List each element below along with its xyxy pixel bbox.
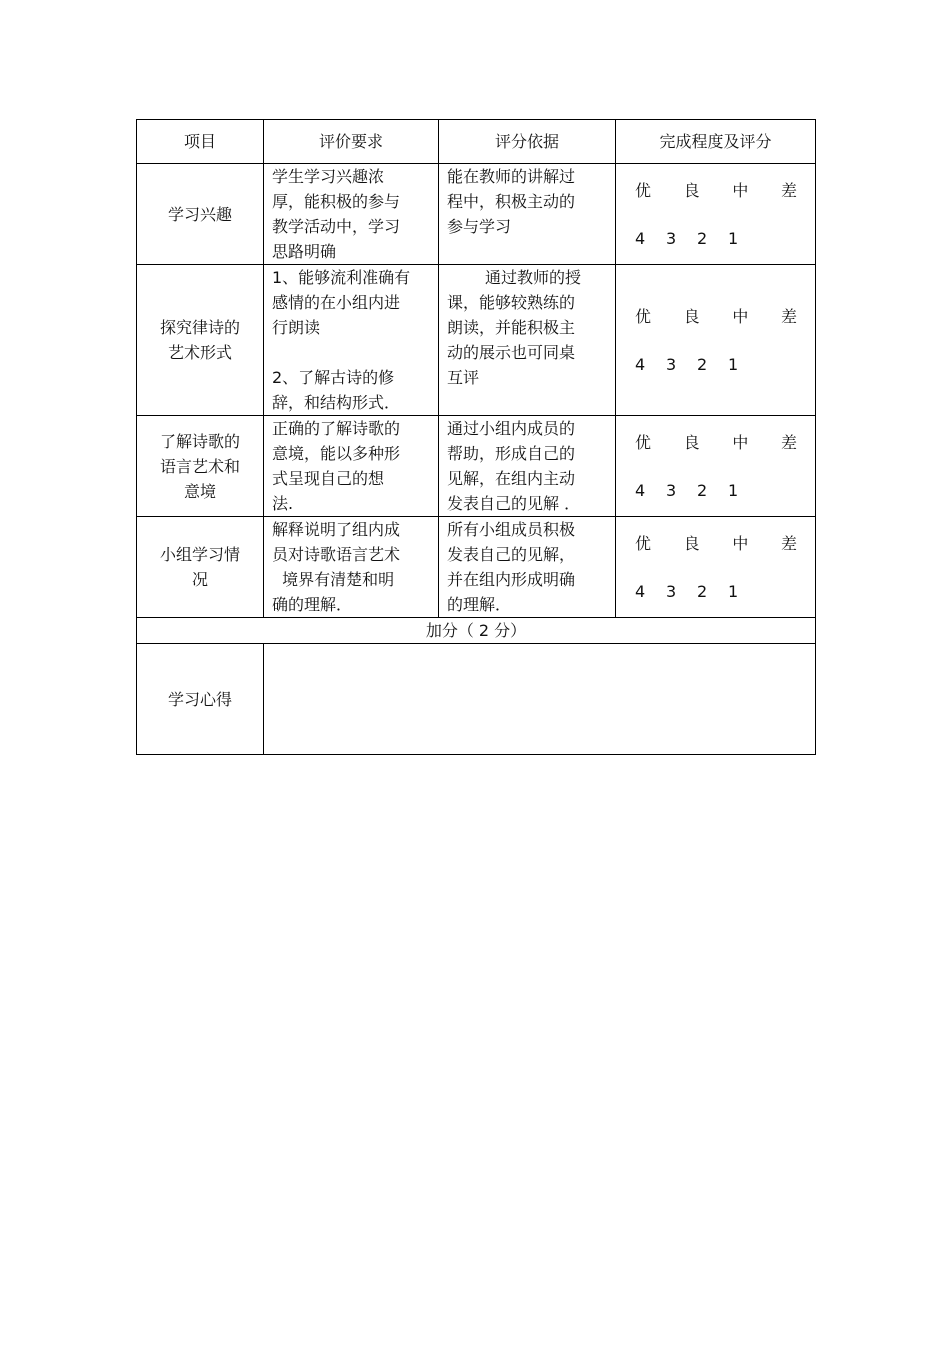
basis-line: 参与学习 (447, 217, 512, 236)
point-3: 3 (666, 228, 677, 248)
requirement-cell (264, 517, 439, 618)
requirement-line: 意境，能以多种形 (272, 444, 401, 463)
requirement-line: 确的理解． (272, 595, 353, 614)
requirement-line: 员对诗歌语言艺术 (272, 545, 401, 564)
requirement-cell (264, 265, 439, 416)
item-label-line: 语言艺术和 (159, 456, 240, 476)
requirement-line: 辞，和结构形式． (272, 393, 401, 412)
item-label-line: 探究律诗的 (159, 318, 240, 337)
table-row (137, 164, 816, 265)
point-2: 2 (697, 581, 708, 601)
basis-line: 帮助，形成自己的 (447, 444, 576, 463)
item-label-line: 意境 (183, 481, 216, 501)
basis-line: 并在组内形成明确 (447, 570, 576, 589)
score-cell (616, 164, 816, 265)
reflection-row (137, 644, 816, 755)
grade-fair: 中 (732, 432, 749, 452)
grade-poor: 差 (780, 432, 797, 452)
point-scale (616, 226, 815, 251)
basis-line: 互评 (447, 368, 480, 387)
point-1: 1 (728, 480, 739, 500)
requirement-cell (264, 416, 439, 517)
basis-line: 朗读，并能积极主 (447, 318, 576, 337)
basis-line: 发表自己的见解 ． (447, 494, 581, 513)
item-cell (137, 416, 264, 517)
item-cell (137, 265, 264, 416)
grade-excellent: 优 (635, 180, 652, 200)
basis-line: 发表自己的见解， (447, 545, 576, 564)
grade-good: 良 (683, 533, 700, 553)
requirement-line: 法. (272, 494, 294, 513)
grade-excellent: 优 (635, 306, 652, 326)
point-3: 3 (666, 480, 677, 500)
grade-fair: 中 (732, 533, 749, 553)
requirement-line: 式呈现自己的想 (272, 469, 385, 488)
point-scale (616, 352, 815, 377)
point-2: 2 (697, 354, 708, 374)
basis-line: 所有小组成员积极 (447, 520, 576, 539)
grade-good: 良 (683, 432, 700, 452)
requirement-line: 厚，能积极的参与 (272, 192, 401, 211)
point-1: 1 (728, 581, 739, 601)
grade-good: 良 (683, 180, 700, 200)
point-1: 1 (728, 354, 739, 374)
grade-fair: 中 (732, 180, 749, 200)
evaluation-table (136, 119, 816, 755)
item-label-line: 小组学习情 (159, 545, 240, 564)
header-item: 项目 (137, 120, 264, 164)
basis-line: 动的展示也可同桌 (447, 343, 576, 362)
grade-fair: 中 (732, 306, 749, 326)
grade-scale (616, 178, 815, 203)
basis-line: 课，能够较熟练的 (447, 293, 576, 312)
requirement-line: 2、了解古诗的修 (272, 368, 395, 387)
requirement-line: 境界有清楚和明 (272, 570, 395, 589)
item-cell (137, 164, 264, 265)
basis-line: 程中，积极主动的 (447, 192, 576, 211)
grade-poor: 差 (780, 306, 797, 326)
grade-excellent: 优 (635, 533, 652, 553)
score-cell (616, 265, 816, 416)
basis-line: 通过小组内成员的 (447, 419, 576, 438)
requirement-line: 感情的在小组内进 (272, 293, 401, 312)
item-label-line: 了解诗歌的 (159, 431, 240, 451)
point-2: 2 (697, 228, 708, 248)
requirement-line: 教学活动中，学习 (272, 217, 401, 236)
table-row (137, 265, 816, 416)
grade-scale (616, 531, 815, 556)
header-basis: 评分依据 (439, 120, 616, 164)
score-cell (616, 416, 816, 517)
score-cell (616, 517, 816, 618)
requirement-line: 学生学习兴趣浓 (272, 167, 385, 186)
reflection-label: 学习心得 (137, 644, 264, 755)
basis-line: 见解，在组内主动 (447, 469, 576, 488)
grade-good: 良 (683, 306, 700, 326)
item-label-line: 艺术形式 (167, 343, 232, 362)
header-row (137, 120, 816, 164)
basis-cell (439, 164, 616, 265)
requirement-line: 思路明确 (272, 242, 337, 261)
item-cell (137, 517, 264, 618)
point-4: 4 (635, 480, 646, 500)
requirement-line: 行朗读 (272, 318, 321, 337)
table-row (137, 517, 816, 618)
reflection-input-area[interactable] (264, 644, 816, 755)
requirement-line: 1、能够流利准确有 (272, 268, 411, 287)
basis-line: 通过教师的授 (485, 268, 582, 287)
bonus-row (137, 618, 816, 644)
point-1: 1 (728, 228, 739, 248)
basis-cell (439, 265, 616, 416)
bonus-label: 加分（ 2 分） (137, 618, 816, 644)
grade-poor: 差 (780, 180, 797, 200)
point-4: 4 (635, 228, 646, 248)
grade-poor: 差 (780, 533, 797, 553)
point-2: 2 (697, 480, 708, 500)
basis-line: 的理解． (447, 595, 512, 614)
item-label-line: 况 (191, 570, 208, 589)
basis-cell (439, 517, 616, 618)
basis-cell (439, 416, 616, 517)
point-4: 4 (635, 581, 646, 601)
header-score: 完成程度及评分 (616, 120, 816, 164)
requirement-line: 正确的了解诗歌的 (272, 419, 401, 438)
header-requirement: 评价要求 (264, 120, 439, 164)
table-row (137, 416, 816, 517)
requirement-line: 解释说明了组内成 (272, 520, 401, 539)
grade-scale (616, 304, 815, 329)
grade-excellent: 优 (635, 432, 652, 452)
point-4: 4 (635, 354, 646, 374)
basis-line: 能在教师的讲解过 (447, 167, 576, 186)
point-scale (616, 478, 815, 503)
spacer (272, 340, 432, 365)
item-label: 学习兴趣 (167, 204, 232, 224)
point-3: 3 (666, 581, 677, 601)
requirement-cell (264, 164, 439, 265)
point-scale (616, 579, 815, 604)
point-3: 3 (666, 354, 677, 374)
grade-scale (616, 430, 815, 455)
